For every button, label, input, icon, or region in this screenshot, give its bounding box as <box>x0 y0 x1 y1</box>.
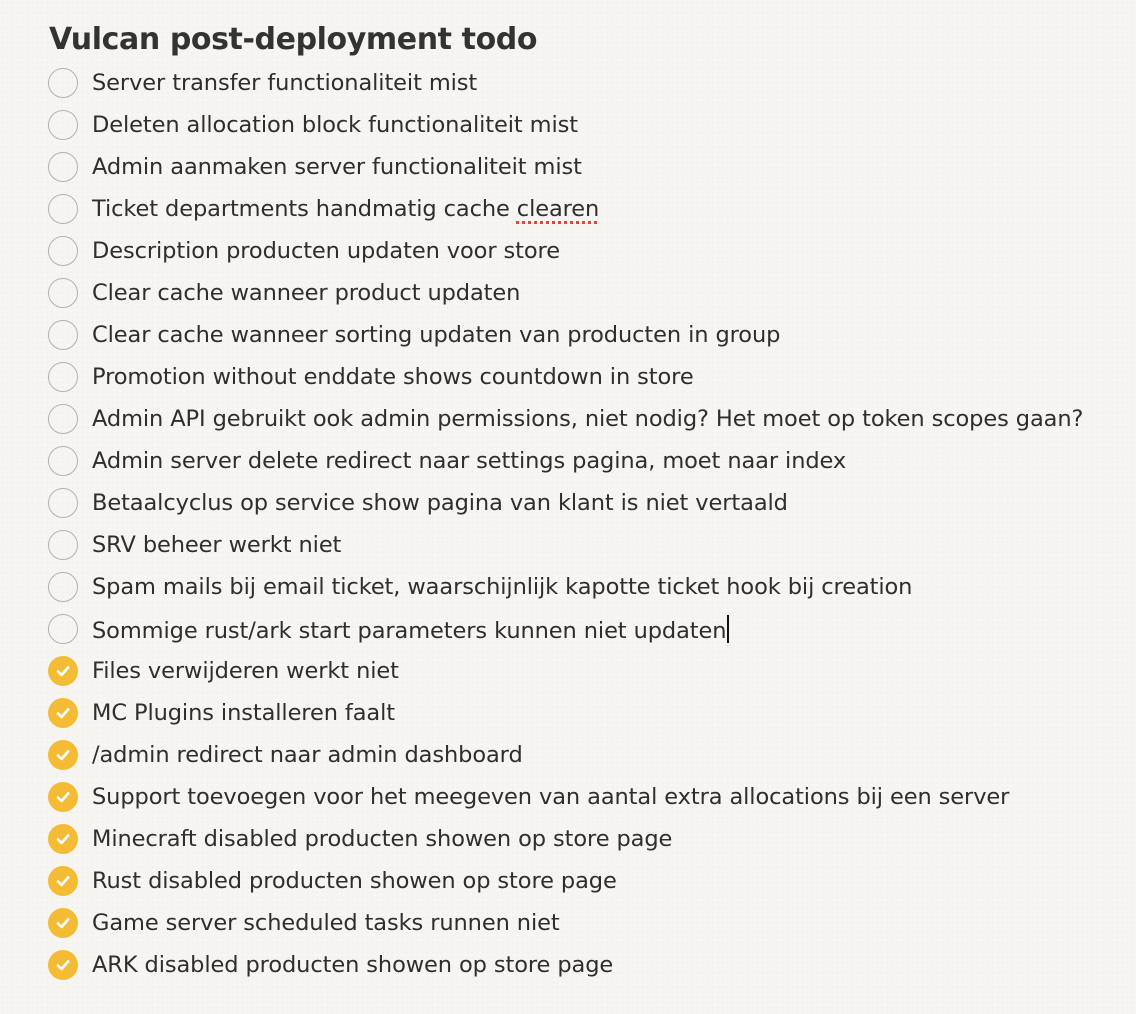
checklist-item-text[interactable] <box>92 952 613 978</box>
checklist-item-text-part: Minecraft disabled producten showen op store page <box>92 826 673 852</box>
checklist-item <box>48 860 1128 902</box>
checklist-item-text-part: Ticket departments handmatig cache <box>92 196 517 222</box>
checklist-item-text[interactable] <box>92 615 729 644</box>
checklist-item <box>48 734 1128 776</box>
checklist-item-text[interactable] <box>92 700 395 726</box>
checklist-item-text[interactable] <box>92 112 578 138</box>
checklist-item-text[interactable] <box>92 784 1009 810</box>
checklist-item <box>48 902 1128 944</box>
checked-circle-icon[interactable] <box>48 950 78 980</box>
note-body[interactable] <box>48 18 1128 986</box>
checklist-item-text[interactable] <box>92 910 560 936</box>
unchecked-circle-icon[interactable] <box>48 320 78 350</box>
checklist-item-text-part: Support toevoegen voor het meegeven van aantal extra allocations bij een server <box>92 784 1010 810</box>
checklist-item <box>48 482 1128 524</box>
checklist-item-text[interactable] <box>92 574 912 600</box>
checklist-item-text-part: SRV beheer werkt niet <box>92 532 342 558</box>
checklist-item-text-part: Admin server delete redirect naar settings pagina, moet naar index <box>92 448 847 474</box>
checklist-item <box>48 356 1128 398</box>
checklist-item <box>48 272 1128 314</box>
unchecked-circle-icon[interactable] <box>48 404 78 434</box>
misspelled-word[interactable]: clearen <box>516 196 600 222</box>
checklist-item <box>48 650 1128 692</box>
unchecked-circle-icon[interactable] <box>48 68 78 98</box>
checklist-item-text-part: Deleten allocation block functionaliteit mist <box>92 112 578 138</box>
checklist-item <box>48 146 1128 188</box>
checked-circle-icon[interactable] <box>48 698 78 728</box>
checklist-item-text-part: Spam mails bij email ticket, waarschijnlijk kapotte ticket hook bij creation <box>92 574 913 600</box>
unchecked-circle-icon[interactable] <box>48 152 78 182</box>
checklist-item-text-part: Description producten updaten voor store <box>92 238 560 264</box>
checklist-item <box>48 608 1128 650</box>
checked-circle-icon[interactable] <box>48 824 78 854</box>
checklist-item-text-part: Clear cache wanneer product updaten <box>92 280 521 306</box>
checklist-item-text[interactable] <box>92 742 523 768</box>
checked-circle-icon[interactable] <box>48 740 78 770</box>
checklist-item-text[interactable] <box>92 70 477 96</box>
checklist-item-text-part: Rust disabled producten showen op store page <box>92 868 617 894</box>
checklist-item-text-part: Files verwijderen werkt niet <box>92 658 399 684</box>
unchecked-circle-icon[interactable] <box>48 530 78 560</box>
checklist-item <box>48 230 1128 272</box>
checklist-item <box>48 566 1128 608</box>
checklist-item-text[interactable] <box>92 532 341 558</box>
note-title[interactable]: Vulcan post-deployment todo <box>49 22 538 57</box>
unchecked-circle-icon[interactable] <box>48 488 78 518</box>
checklist-item-text-part: Admin aanmaken server functionaliteit mist <box>92 154 582 180</box>
unchecked-circle-icon[interactable] <box>48 236 78 266</box>
unchecked-circle-icon[interactable] <box>48 362 78 392</box>
unchecked-circle-icon[interactable] <box>48 194 78 224</box>
checklist-item-text[interactable] <box>92 406 1083 432</box>
unchecked-circle-icon[interactable] <box>48 572 78 602</box>
checklist-item-text[interactable] <box>92 826 672 852</box>
checklist-item <box>48 818 1128 860</box>
checklist-item <box>48 440 1128 482</box>
checklist-item-text[interactable] <box>92 868 617 894</box>
checked-circle-icon[interactable] <box>48 908 78 938</box>
checklist-item-text[interactable] <box>92 490 788 516</box>
checklist-item-text[interactable] <box>92 238 560 264</box>
text-cursor <box>727 615 729 643</box>
checklist-item-text-part: Server transfer functionaliteit mist <box>92 70 478 96</box>
checklist <box>48 62 1128 986</box>
checklist-item-text[interactable] <box>92 322 780 348</box>
checklist-item <box>48 314 1128 356</box>
checklist-item <box>48 104 1128 146</box>
unchecked-circle-icon[interactable] <box>48 614 78 644</box>
checklist-item-text-part: Sommige rust/ark start parameters kunnen niet updaten <box>92 617 727 644</box>
checked-circle-icon[interactable] <box>48 656 78 686</box>
checklist-item-text[interactable] <box>92 658 399 684</box>
checklist-item-text-part: Betaalcyclus op service show pagina van klant is niet vertaald <box>92 490 788 516</box>
checklist-item-text-part: ARK disabled producten showen op store page <box>92 952 614 978</box>
unchecked-circle-icon[interactable] <box>48 446 78 476</box>
checklist-item <box>48 776 1128 818</box>
checklist-item-text[interactable] <box>92 196 599 222</box>
checklist-item-text-part: /admin redirect naar admin dashboard <box>92 742 523 768</box>
checklist-item-text-part: Clear cache wanneer sorting updaten van producten in group <box>92 322 781 348</box>
checklist-item-text-part: Promotion without enddate shows countdown in store <box>92 364 694 390</box>
checklist-item <box>48 62 1128 104</box>
checklist-item <box>48 398 1128 440</box>
checklist-item-text[interactable] <box>92 448 846 474</box>
checked-circle-icon[interactable] <box>48 782 78 812</box>
unchecked-circle-icon[interactable] <box>48 278 78 308</box>
checklist-item <box>48 188 1128 230</box>
checklist-item-text[interactable] <box>92 364 694 390</box>
checklist-item-text[interactable] <box>92 154 582 180</box>
unchecked-circle-icon[interactable] <box>48 110 78 140</box>
checklist-item <box>48 944 1128 986</box>
checked-circle-icon[interactable] <box>48 866 78 896</box>
checklist-item <box>48 524 1128 566</box>
checklist-item-text[interactable] <box>92 280 520 306</box>
checklist-item-text-part: MC Plugins installeren faalt <box>92 700 395 726</box>
checklist-item <box>48 692 1128 734</box>
checklist-item-text-part: Game server scheduled tasks runnen niet <box>92 910 560 936</box>
checklist-item-text-part: Admin API gebruikt ook admin permissions, niet nodig? Het moet op token scopes gaan? <box>92 406 1084 432</box>
